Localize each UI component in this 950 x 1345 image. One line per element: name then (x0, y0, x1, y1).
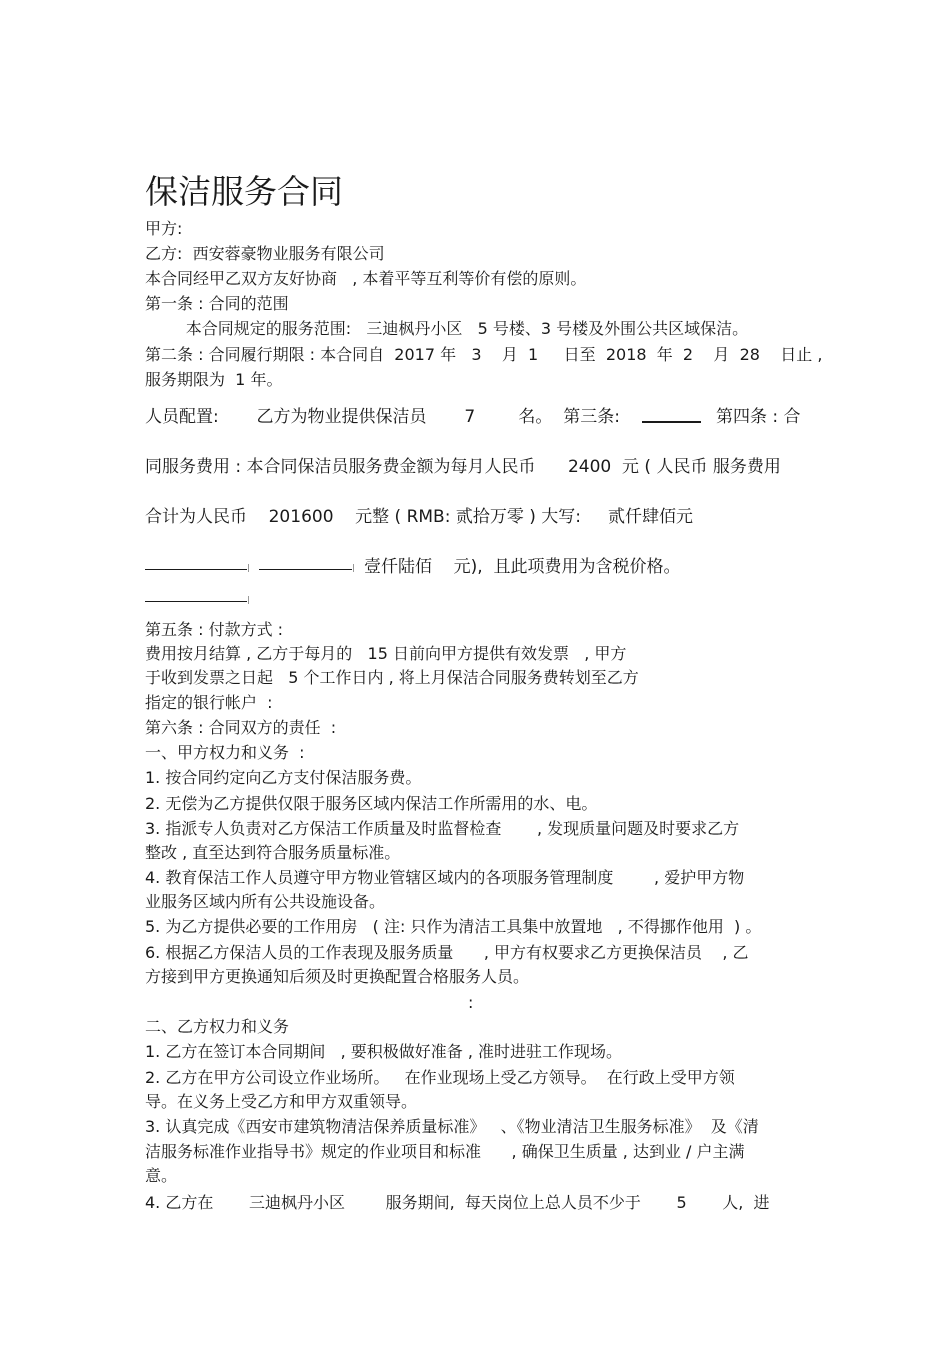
party-b-duty-2-line-2: 导。在义务上受乙方和甲方双重领导。 (145, 1092, 418, 1111)
party-a-duty-2: 2. 无偿为乙方提供仅限于服务区域内保洁工作所需用的水、电。 (145, 794, 598, 813)
party-a-duty-6-line-2: 方接到甲方更换通知后须及时更换配置合格服务人员。 (145, 967, 530, 986)
party-a-duty-5: 5. 为乙方提供必要的工作用房 ( 注: 只作为清洁工具集中放置地 , 不得挪作他用 ) 。 (145, 917, 762, 936)
article-3-blank-underline (642, 421, 701, 423)
article-5-heading: 第五条 : 付款方式 : (145, 620, 284, 639)
document-title: 保洁服务合同 (145, 172, 343, 211)
article-1-heading: 第一条 : 合同的范围 (145, 294, 289, 313)
party-a-line: 甲方: (145, 219, 183, 238)
party-b-duty-2-line-1: 2. 乙方在甲方公司设立作业场所。 在作业现场上受乙方领导。 在行政上受甲方领 (145, 1068, 735, 1087)
fee-line-3: 壹仟陆佰 元), 且此项费用为含税价格。 (364, 557, 681, 577)
article-6-heading: 第六条 : 合同双方的责任 : (145, 718, 337, 737)
fee-blank-tick-1 (248, 564, 249, 572)
party-a-duty-3-line-1: 3. 指派专人负责对乙方保洁工作质量及时监督检查 , 发现质量问题及时要求乙方 (145, 819, 740, 838)
payment-line-1: 费用按月结算 , 乙方于每月的 15 日前向甲方提供有效发票 , 甲方 (145, 644, 627, 663)
article-2-line-1: 第二条 : 合同履行期限 : 本合同自 2017 年 3 月 1 日至 2018 年 2 月 28 日止 , (145, 345, 823, 364)
fee-blank-underline-2 (259, 569, 352, 570)
payment-line-3: 指定的银行帐户 : (145, 693, 273, 712)
party-b-duties-heading: 二、乙方权力和义务 (145, 1017, 290, 1036)
party-a-duty-4-line-1: 4. 教育保洁工作人员遵守甲方物业管辖区域内的各项服务管理制度 , 爱护甲方物 (145, 868, 745, 887)
preamble-line: 本合同经甲乙双方友好协商 , 本着平等互利等价有偿的原则。 (145, 269, 587, 288)
article-1-body: 本合同规定的服务范围: 三迪枫丹小区 5 号楼、3 号楼及外围公共区域保洁。 (145, 319, 749, 338)
fee-blank-underline-1 (145, 569, 247, 570)
article-4-heading: 第四条 : 合 (716, 407, 801, 427)
party-a-duty-6-line-1: 6. 根据乙方保洁人员的工作表现及服务质量 , 甲方有权要求乙方更换保洁员 , 乙 (145, 943, 749, 962)
party-a-duties-heading: 一、甲方权力和义务 : (145, 743, 305, 762)
fee-blank-tick-2 (353, 564, 354, 572)
party-b-duty-3-line-2: 洁服务标准作业指导书》规定的作业项目和标准 , 确保卫生质量 , 达到业 / 户主满 (145, 1142, 745, 1161)
party-a-duty-3-line-2: 整改 , 直至达到符合服务质量标准。 (145, 843, 401, 862)
party-b-line: 乙方: 西安蓉豪物业服务有限公司 (145, 244, 385, 263)
stray-colon: : (468, 993, 474, 1012)
fee-blank-tick-3 (248, 596, 249, 604)
party-b-duty-3-line-1: 3. 认真完成《西安市建筑物清洁保养质量标准》 、《物业清洁卫生服务标准》 及《清 (145, 1117, 759, 1136)
party-b-duty-3-line-3: 意。 (145, 1166, 178, 1185)
party-a-duty-1: 1. 按合同约定向乙方支付保洁服务费。 (145, 768, 422, 787)
fee-blank-underline-3 (145, 601, 247, 602)
party-b-duty-4-line-1: 4. 乙方在 三迪枫丹小区 服务期间, 每天岗位上总人员不少于 5 人, 进 (145, 1193, 770, 1212)
fee-line-2: 合计为人民币 201600 元整 ( RMB: 贰拾万零 ) 大写: 贰仟肆佰元 (145, 507, 694, 527)
party-a-duty-4-line-2: 业服务区域内所有公共设施设备。 (145, 892, 386, 911)
party-b-duty-1: 1. 乙方在签订本合同期间 , 要积极做好准备 , 准时进驻工作现场。 (145, 1042, 623, 1061)
payment-line-2: 于收到发票之日起 5 个工作日内 , 将上月保洁合同服务费转划至乙方 (145, 668, 639, 687)
article-2-line-2: 服务期限为 1 年。 (145, 370, 283, 389)
staffing-line: 人员配置: 乙方为物业提供保洁员 7 名。 第三条: (145, 407, 620, 427)
fee-line-1: 同服务费用 : 本合同保洁员服务费金额为每月人民币 2400 元 ( 人民币 服务费用 (145, 457, 781, 477)
